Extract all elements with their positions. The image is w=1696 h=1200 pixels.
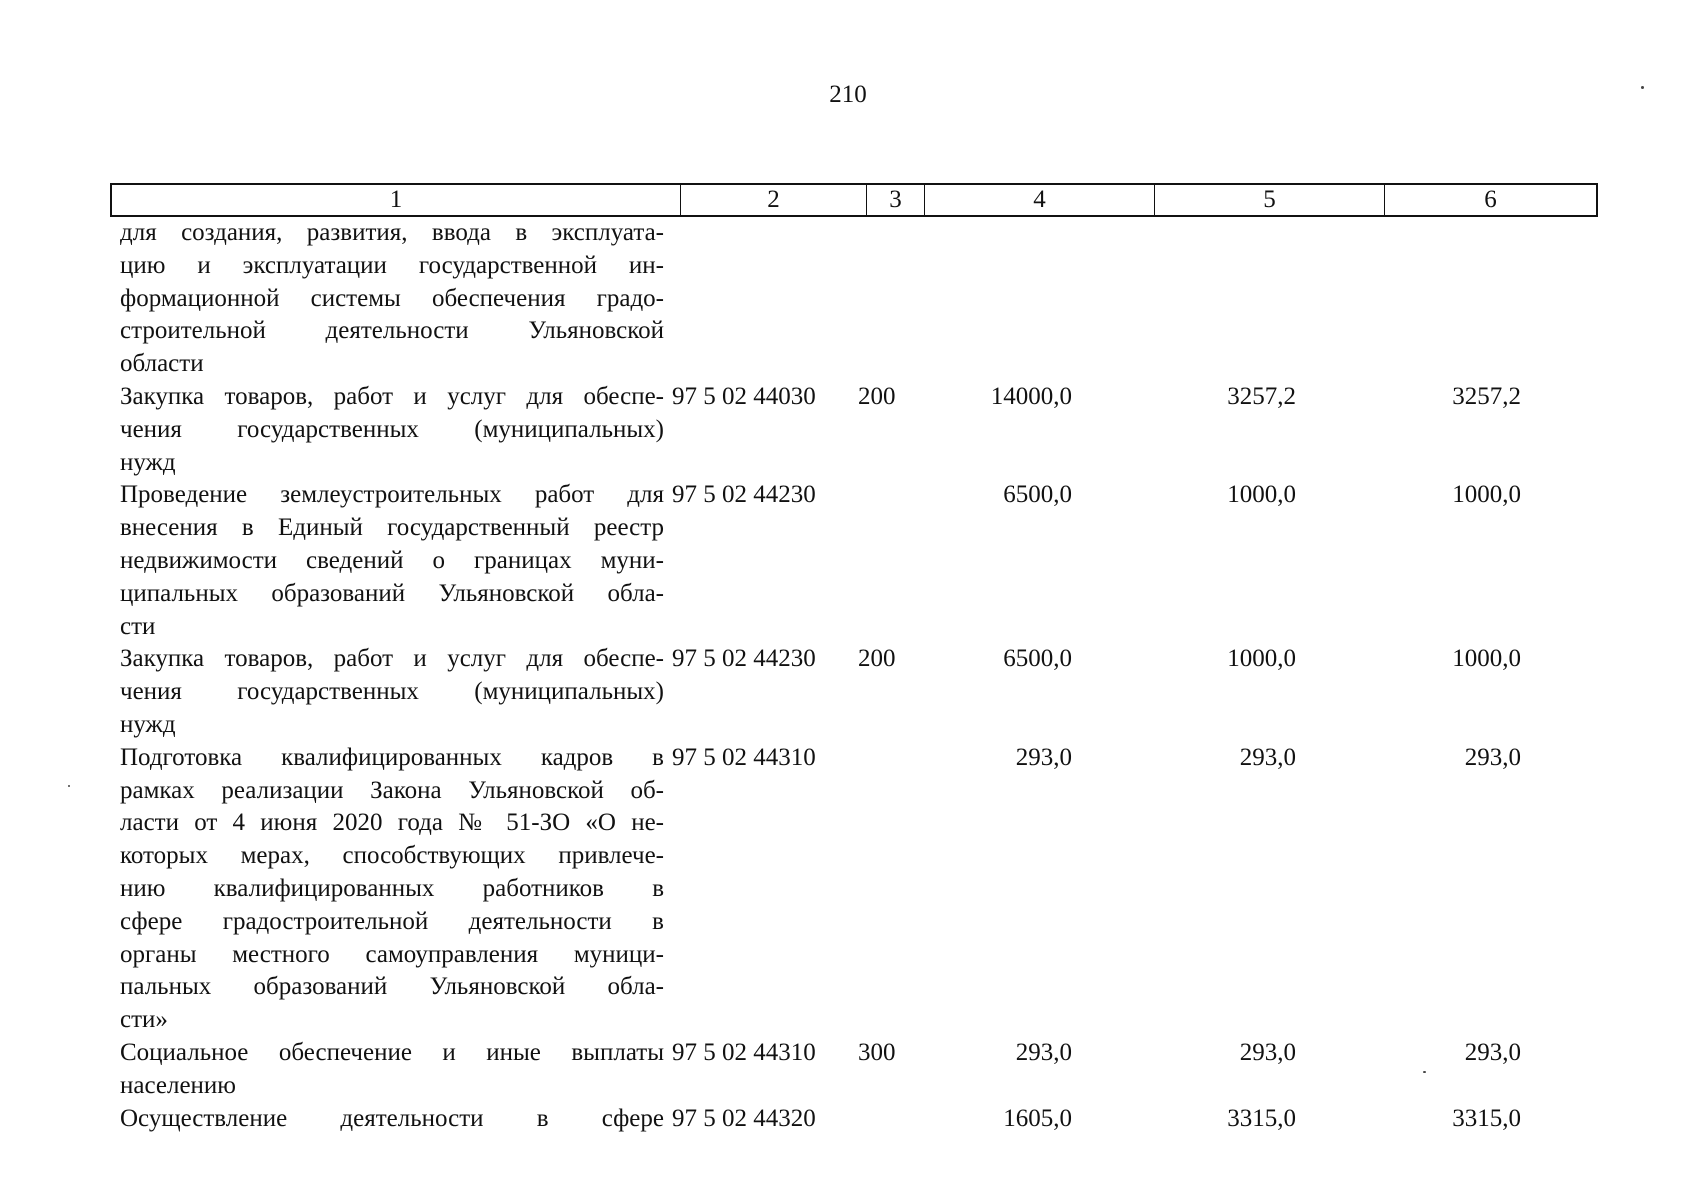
table-row (120, 479, 1521, 643)
row-value-col4: 14000,0 (990, 382, 1072, 410)
row-description (120, 381, 664, 479)
row-value-col6: 3315,0 (1452, 1104, 1521, 1132)
header-col-5: 5 (1155, 185, 1385, 215)
row-value-col6: 1000,0 (1452, 645, 1521, 673)
row-value-col4: 6500,0 (1003, 481, 1072, 509)
header-col-6: 6 (1484, 186, 1497, 213)
description-line: Социальное обеспечение и иные выплаты (120, 1038, 664, 1066)
row-value-col5: 3257,2 (1227, 382, 1296, 410)
table-row (120, 381, 1521, 479)
description-line: строительной деятельности Ульяновской (120, 317, 664, 345)
row-value-col4: 6500,0 (1003, 645, 1072, 673)
row-description (120, 217, 664, 381)
description-line: внесения в Единый государственный реестр (120, 514, 664, 542)
scan-speck (1423, 1071, 1426, 1073)
description-line: рамках реализации Закона Ульяновской об- (120, 776, 664, 804)
description-line: которых мерах, способствующих привлече- (120, 842, 664, 870)
description-line: Закупка товаров, работ и услуг для обеспе- (120, 645, 664, 673)
row-code: 97 5 02 44030 (672, 382, 816, 410)
row-code: 97 5 02 44230 (672, 481, 816, 509)
row-description (120, 742, 664, 1037)
row-value-col5: 293,0 (1239, 1038, 1296, 1066)
row-value-col5: 1000,0 (1227, 645, 1296, 673)
row-description (120, 479, 664, 643)
header-col-1: 1 (112, 185, 681, 215)
description-line: Закупка товаров, работ и услуг для обеспе- (120, 382, 664, 410)
table-row (120, 217, 1521, 381)
description-line: ласти от 4 июня 2020 года № 51-ЗО «О не- (120, 809, 664, 837)
description-line: нужд (120, 710, 176, 738)
scan-speck (1641, 86, 1644, 89)
row-value-col6: 293,0 (1464, 1038, 1521, 1066)
table-row (120, 1037, 1521, 1103)
description-line: цию и эксплуатации государственной ин- (120, 251, 664, 279)
description-line: Проведение землеустроительных работ для (120, 481, 664, 509)
description-line: ципальных образований Ульяновской обла- (120, 579, 664, 607)
row-value-col5: 1000,0 (1227, 481, 1296, 509)
row-value-col6: 3257,2 (1452, 382, 1521, 410)
description-line: органы местного самоуправления муници- (120, 940, 664, 968)
description-line: формационной системы обеспечения градо- (120, 284, 664, 312)
description-line: сфере градостроительной деятельности в (120, 907, 664, 935)
row-value-col5: 3315,0 (1227, 1104, 1296, 1132)
description-line: чения государственных (муниципальных) (120, 415, 664, 443)
row-description (120, 1037, 664, 1103)
description-line: пальных образований Ульяновской обла- (120, 973, 664, 1001)
description-line: нию квалифицированных работников в (120, 874, 664, 902)
description-line: населению (120, 1071, 236, 1099)
description-line: сти (120, 612, 156, 640)
description-line: недвижимости сведений о границах муни- (120, 546, 664, 574)
description-line: области (120, 350, 204, 378)
header-col-2: 2 (681, 185, 867, 215)
description-line: для создания, развития, ввода в эксплуата- (120, 219, 664, 246)
row-code: 97 5 02 44320 (672, 1104, 816, 1132)
page-number: 210 (829, 81, 867, 108)
row-code: 97 5 02 44310 (672, 1038, 816, 1066)
table-body (120, 217, 1521, 1135)
row-value-col6: 1000,0 (1452, 481, 1521, 509)
row-code: 97 5 02 44230 (672, 645, 816, 673)
row-expense-type: 200 (858, 645, 896, 673)
row-value-col6: 293,0 (1464, 743, 1521, 771)
row-value-col4: 293,0 (1015, 1038, 1072, 1066)
table-row (120, 1103, 1521, 1136)
scan-speck (68, 785, 70, 787)
row-expense-type: 200 (858, 382, 896, 410)
description-line: нужд (120, 448, 176, 476)
row-value-col5: 293,0 (1239, 743, 1296, 771)
row-value-col4: 1605,0 (1003, 1104, 1072, 1132)
description-line: Осуществление деятельности в сфере (120, 1104, 664, 1132)
description-line: сти» (120, 1006, 168, 1034)
row-description (120, 1103, 664, 1136)
row-expense-type: 300 (858, 1038, 896, 1066)
header-col-4: 4 (925, 185, 1155, 215)
header-col-3: 3 (867, 185, 925, 215)
description-line: Подготовка квалифицированных кадров в (120, 743, 664, 771)
row-description (120, 643, 664, 741)
row-value-col4: 293,0 (1015, 743, 1072, 771)
row-code: 97 5 02 44310 (672, 743, 816, 771)
table-header (110, 183, 1598, 217)
table-row (120, 643, 1521, 741)
description-line: чения государственных (муниципальных) (120, 678, 664, 706)
table-row (120, 742, 1521, 1037)
